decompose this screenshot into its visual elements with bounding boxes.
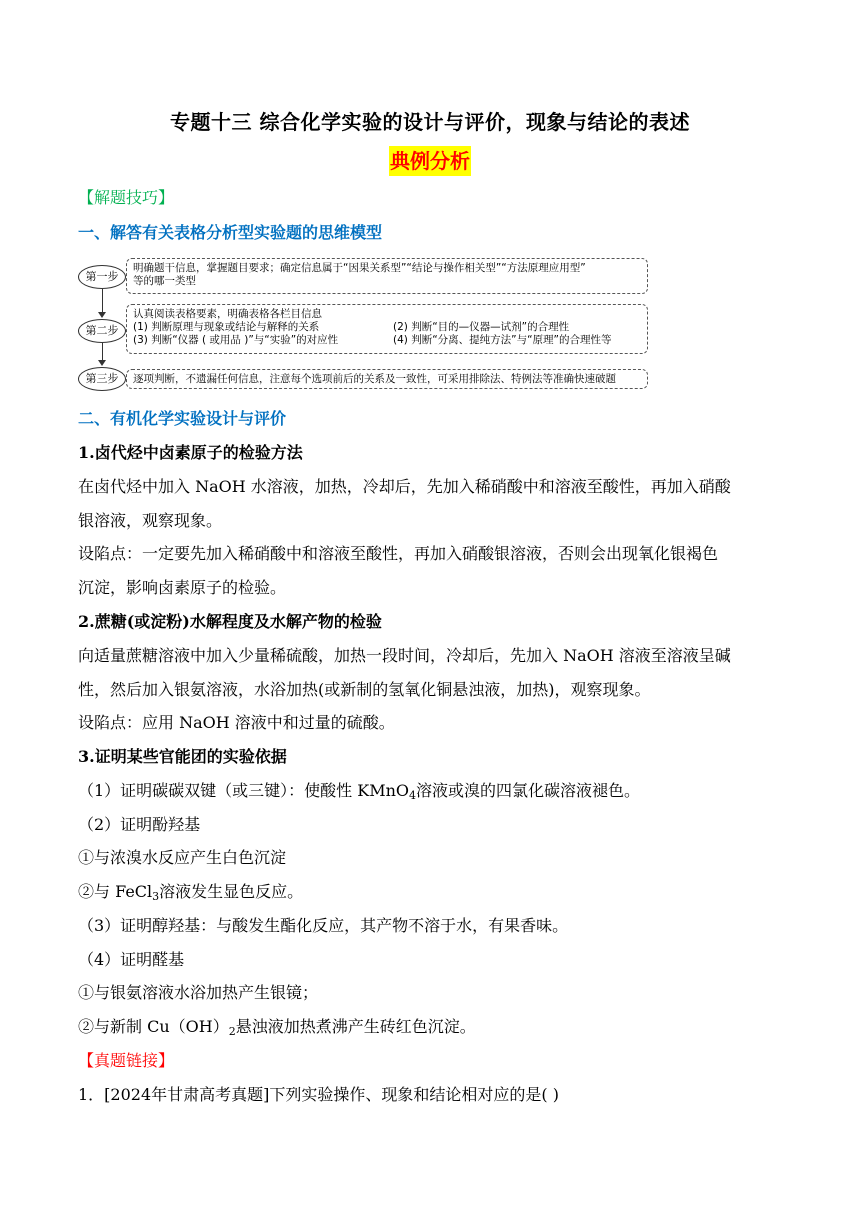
tip-label: 【解题技巧】: [78, 188, 175, 207]
connector-line-1: [102, 289, 103, 313]
step-3-text-line-1: 逐项判断，不遗漏任何信息，注意每个选项前后的关系及一致性，可采用排除法、特例法等准确快速破题: [133, 373, 616, 385]
arrow-down-icon: [98, 360, 106, 366]
p12-text-post: 悬浊液加热煮沸产生砖红色沉淀。: [235, 1017, 476, 1036]
step-1-text-line-1: 明确题干信息，掌握题目要求；确定信息属于“因果关系型”“结论与操作相关型”“方法原理应用型”: [133, 262, 586, 274]
section-heading-2: 二、有机化学实验设计与评价: [78, 409, 287, 428]
step-2-text-line-1: 认真阅读表格要素，明确表格各栏目信息: [133, 308, 322, 320]
paragraph-5: [78, 780, 640, 802]
p5-text: （1）证明碳碳双键（或三键）：使酸性 KMnO: [78, 781, 410, 800]
connector-line-2: [102, 343, 103, 361]
step-1-node: 第一步: [78, 265, 126, 289]
step-1-text-line-2: 等的哪一类型: [133, 275, 196, 287]
paragraph-1-line-1: 在卤代烃中加入 NaOH 水溶液，加热，冷却后，先加入稀硝酸中和溶液至酸性，再加入硝酸: [78, 477, 731, 496]
subheading-1: 1.卤代烃中卤素原子的检验方法: [78, 443, 303, 462]
subheading-2: 2.蔗糖(或淀粉)水解程度及水解产物的检验: [78, 612, 382, 631]
paragraph-4: 设陷点：应用 NaOH 溶液中和过量的硫酸。: [78, 713, 395, 732]
step-2-row-1: [133, 321, 641, 334]
paragraph-2-line-2: 沉淀，影响卤素原子的检验。: [78, 578, 287, 597]
p5-subscript: 4: [409, 789, 417, 802]
step-2-row-2: [133, 334, 641, 347]
real-exam-link-label: 【真题链接】: [78, 1051, 175, 1070]
p12-subscript: 2: [228, 1025, 236, 1038]
paragraph-3-line-1: 向适量蔗糖溶液中加入少量稀硫酸，加热一段时间，冷却后，先加入 NaOH 溶液至溶液呈碱: [78, 646, 731, 665]
step-3-box: [126, 369, 648, 389]
step-2-item-3: (3) 判断“仪器 ( 或用品 )”与“实验”的对应性: [133, 334, 339, 346]
step-3-node: 第三步: [78, 367, 126, 391]
paragraph-10: （4）证明醛基: [78, 950, 185, 969]
subtitle-highlight: 典例分析: [389, 146, 471, 176]
p8-text: ②与 FeCl: [78, 882, 153, 901]
paragraph-2-line-1: 设陷点：一定要先加入稀硝酸中和溶液至酸性，再加入硝酸银溶液，否则会出现氧化银褐色: [78, 544, 719, 563]
question-1: 1．[2024年甘肃高考真题]下列实验操作、现象和结论相对应的是( ): [78, 1085, 559, 1104]
step-1-box: [126, 258, 648, 294]
p8-text-post: 溶液发生显色反应。: [159, 882, 304, 901]
p5-text-post: 溶液或溴的四氯化碳溶液褪色。: [416, 781, 641, 800]
paragraph-3-line-2: 性，然后加入银氨溶液，水浴加热(或新制的氢氧化铜悬浊液，加热)，观察现象。: [78, 680, 651, 699]
paragraph-7: ①与浓溴水反应产生白色沉淀: [78, 848, 287, 867]
paragraph-9: （3）证明醇羟基：与酸发生酯化反应，其产物不溶于水，有果香味。: [78, 916, 569, 935]
subtitle-wrap: [0, 146, 860, 176]
paragraph-6: （2）证明酚羟基: [78, 815, 201, 834]
thinking-model-diagram: [78, 256, 652, 392]
step-2-item-1: (1) 判断原理与现象或结论与解释的关系: [133, 321, 320, 333]
paragraph-1-line-2: 银溶液，观察现象。: [78, 511, 223, 530]
paragraph-8: [78, 881, 303, 903]
step-2-box: [126, 304, 648, 354]
subheading-3: 3.证明某些官能团的实验依据: [78, 747, 287, 766]
p8-subscript: 3: [152, 890, 160, 903]
paragraph-11: ①与银氨溶液水浴加热产生银镜；: [78, 983, 319, 1002]
step-2-item-4: (4) 判断“分离、提纯方法”与“原理”的合理性等: [393, 334, 612, 346]
step-2-item-2: (2) 判断“目的—仪器—试剂”的合理性: [393, 321, 570, 333]
section-heading-1: 一、解答有关表格分析型实验题的思维模型: [78, 223, 383, 242]
document-title: 专题十三 综合化学实验的设计与评价，现象与结论的表述: [170, 110, 690, 134]
step-2-node: 第二步: [78, 319, 126, 343]
p12-text: ②与新制 Cu（OH）: [78, 1017, 229, 1036]
arrow-down-icon: [98, 312, 106, 318]
paragraph-12: [78, 1016, 476, 1038]
